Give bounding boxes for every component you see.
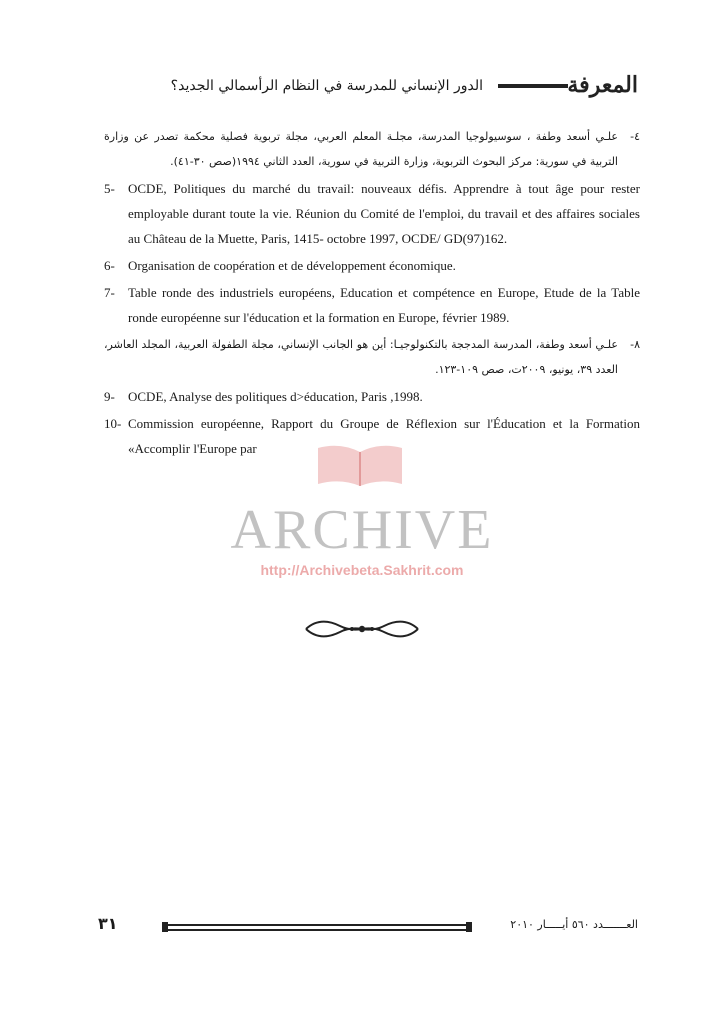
reference-item (104, 384, 640, 409)
issue-info: العـــــــدد ٥٦٠ أيـــــار ٢٠١٠ (510, 918, 638, 931)
reference-text: علـي أسعد وطفة ، سوسيولوجيا المدرسة، مجلـة المعلم العربي، مجلة تربوية فصلية محكمة تصدر عن وزارة التربية في سورية: مركز البحوث التربوية، وزارة التربية في سورية، العدد الثاني ١٩٩٤(صص ٣٠-٤١). (104, 130, 618, 168)
page-footer (98, 912, 638, 940)
reference-text: Organisation de coopération et de développement économique. (128, 258, 456, 273)
reference-item (104, 176, 640, 251)
magazine-logo: المعرفة (567, 72, 638, 98)
reference-number: 6- (104, 258, 115, 273)
reference-text: OCDE, Politiques du marché du travail: nouveaux défis. Apprendre à tout âge pour rester employable durant toute la vie. Réunion du Comité de l'emploi, du travail et des affaires sociales au Château de la Muette, Paris, 1415- octobre 1997, OCDE/ GD(97)162. (128, 181, 640, 246)
reference-text: Table ronde des industriels européens, Education et compétence en Europe, Etude de la Table ronde européenne sur l'éducation et la formation en Europe, février 1989. (128, 285, 640, 325)
reference-item (104, 332, 640, 382)
header-divider (498, 84, 568, 88)
reference-number: 9- (104, 389, 115, 404)
reference-item (104, 124, 640, 174)
page-number: ٣١ (98, 914, 118, 933)
reference-text: OCDE, Analyse des politiques d>éducation, Paris ,1998. (128, 389, 423, 404)
reference-number: ٤- (630, 130, 640, 143)
reference-item (104, 411, 640, 461)
page-header (92, 70, 638, 106)
reference-number: 5- (104, 181, 115, 196)
watermark-url: http://Archivebeta.Sakhrit.com (260, 562, 464, 578)
reference-number: ٨- (630, 338, 640, 351)
watermark-title: ARCHIVE (230, 499, 494, 561)
reference-item (104, 280, 640, 330)
reference-list (104, 124, 640, 463)
reference-number: 7- (104, 285, 115, 300)
reference-text: علـي أسعد وطفة، المدرسة المدججة بالتكنولوجيـا: أين هو الجانب الإنساني، مجلة الطفولة العربية، المجلد العاشر، العدد ٣٩، يونيو، ٢٠٠٩ت، صص ١٠٩-١٢٣. (104, 338, 618, 376)
reference-text: Commission européenne, Rapport du Groupe de Réflexion sur l'Éducation et la Formation «Accomplir l'Europe par (128, 416, 640, 456)
footer-divider (162, 924, 472, 931)
ornament-divider (300, 612, 424, 646)
running-title: الدور الإنساني للمدرسة في النظام الرأسمالي الجديد؟ (170, 78, 483, 94)
reference-number: 10- (104, 416, 122, 431)
reference-item (104, 253, 640, 278)
